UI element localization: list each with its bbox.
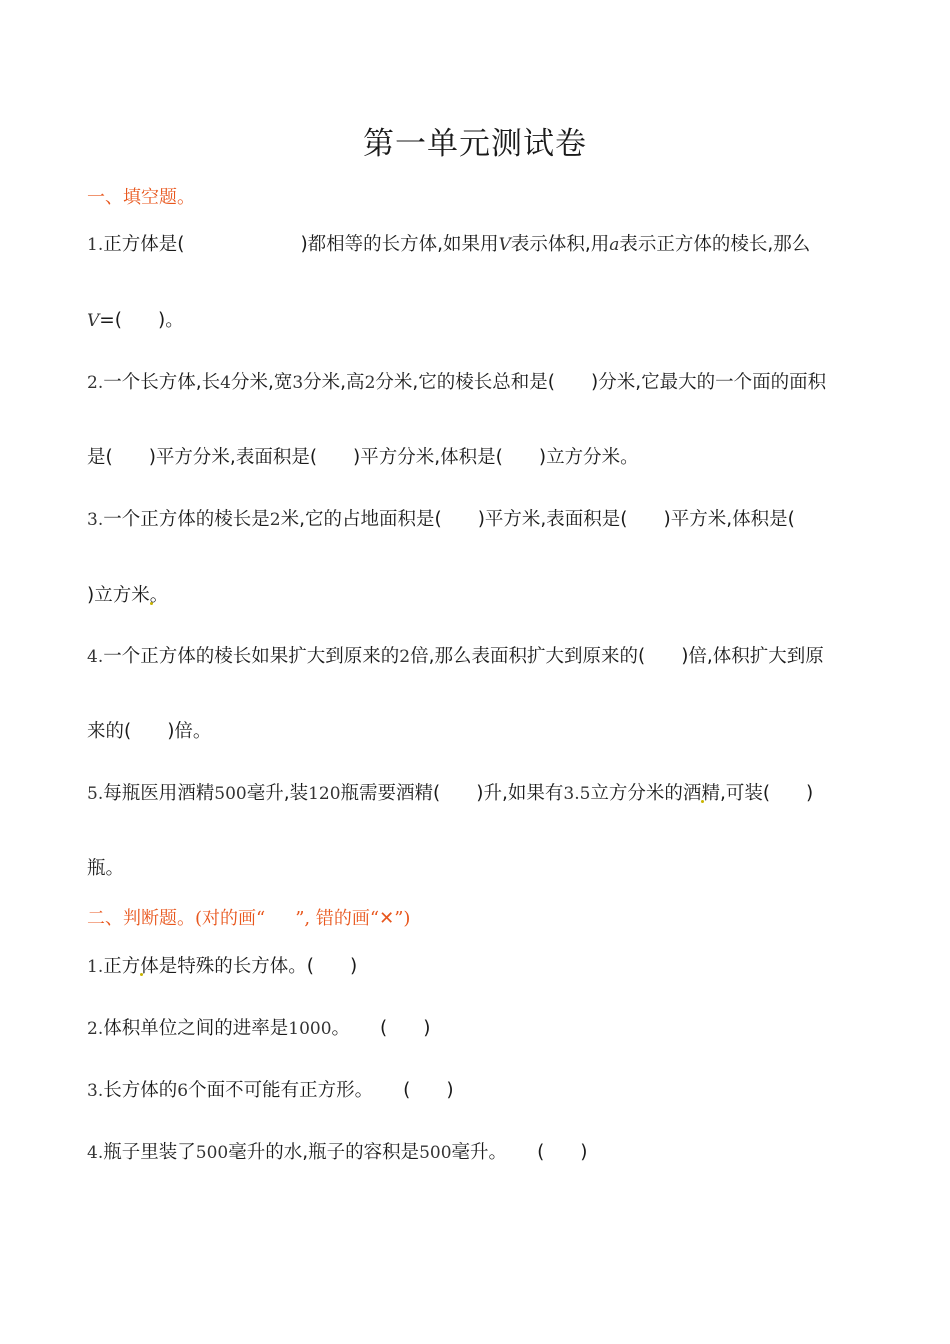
question-text: ) (446, 1080, 454, 1101)
question-text: 瓶需要酒精( (340, 783, 441, 804)
question-text: 倍,那么表面积扩大到原来的( (410, 646, 646, 667)
judge-item-2 (87, 1017, 430, 1041)
section-heading-fill-blank: 一、填空题。 (87, 187, 195, 208)
question-text: 毫升。 (451, 1142, 508, 1163)
question-text: )都相等的长方体,如果用 (300, 234, 499, 255)
number-value: 4 (220, 373, 231, 393)
variable-a: a (609, 235, 620, 255)
question-5-line-2 (87, 857, 124, 881)
question-number: 3. (87, 1081, 104, 1101)
question-text: 毫升,装 (246, 783, 309, 804)
question-text: )倍,体积扩大到原 (681, 646, 824, 667)
question-text: 正方 (103, 956, 141, 977)
question-text: ) (806, 783, 814, 804)
question-number: 1. (87, 957, 104, 977)
number-value: 500 (195, 1143, 229, 1163)
question-text: )平方米,表面积是( (477, 509, 628, 530)
question-text: 分米,宽 (230, 372, 293, 393)
question-number: 3. (87, 510, 104, 530)
question-text: 瓶子里装了 (103, 1142, 196, 1163)
number-value: 3 (292, 373, 304, 393)
section-heading-text: ”, 错的画“ (295, 908, 380, 929)
question-text: ( (537, 1142, 545, 1163)
section-heading-true-false (87, 907, 410, 931)
question-number: 2. (87, 1019, 104, 1039)
question-text: 一个正方体的棱长如果扩大到原来的 (103, 646, 400, 667)
number-value: 1000 (288, 1019, 332, 1039)
question-text: )平方分米,表面积是( (148, 447, 318, 468)
question-text: ( (403, 1080, 411, 1101)
question-text: 米,它的占地面积是( (280, 509, 442, 530)
cross-icon: ✕ (379, 908, 395, 929)
question-2-line-1 (87, 371, 826, 395)
question-5-line-1 (87, 782, 813, 806)
question-text: 每瓶医用酒精 (103, 783, 215, 804)
number-value: 2 (399, 647, 411, 667)
number-value: 500 (419, 1143, 452, 1163)
question-number: 5. (87, 784, 104, 804)
question-text: ) (349, 956, 358, 977)
question-text: 来的( (87, 721, 132, 742)
question-text: 个面不可能有正方形。 (188, 1080, 374, 1101)
question-text: 分米,高 (303, 372, 365, 393)
question-3-line-2 (87, 584, 168, 608)
question-1-line-2 (87, 309, 184, 333)
question-text: 表示正方体的棱长,那么 (619, 234, 811, 255)
question-number: 4. (87, 647, 104, 667)
judge-item-1 (87, 955, 357, 979)
question-text: 立方分米的酒 (590, 783, 702, 804)
question-2-line-2 (87, 446, 639, 470)
question-text: 瓶。 (87, 858, 125, 879)
number-value: 2 (364, 373, 376, 393)
question-text: ( (380, 1018, 388, 1039)
question-text: 正方体是( (103, 234, 185, 255)
question-text: 体积单位之间的进率是 (103, 1018, 289, 1039)
question-number: 1. (87, 235, 104, 255)
judge-item-3 (87, 1079, 454, 1103)
question-text: )平方分米,体积是( (353, 447, 503, 468)
question-text: )倍。 (167, 721, 212, 742)
question-number: 2. (87, 373, 104, 393)
section-heading-text: ”) (394, 908, 411, 929)
question-text: ) (580, 1142, 588, 1163)
number-value: 120 (308, 784, 341, 804)
question-text: 是( (87, 447, 113, 468)
number-value: 6 (177, 1081, 189, 1101)
question-text: 长方体的 (103, 1080, 178, 1101)
question-text: 一个正方体的棱长是 (103, 509, 270, 530)
question-4-line-2 (87, 720, 211, 744)
question-text: 。 (149, 585, 169, 606)
question-text: ) (423, 1018, 431, 1039)
number-value: 500 (214, 784, 247, 804)
question-text: 一个长方体,长 (103, 372, 221, 393)
question-text: )立方米 (87, 585, 150, 606)
question-text: )分米,它最大的一个面的面积 (591, 372, 827, 393)
number-value: 3.5 (563, 784, 591, 804)
question-1-line-1 (87, 233, 810, 257)
question-4-line-1 (87, 645, 824, 669)
question-text: 毫升的水,瓶子的容积是 (228, 1142, 420, 1163)
number-value: 2 (269, 510, 281, 530)
question-text: )立方分米。 (538, 447, 639, 468)
question-number: 4. (87, 1143, 104, 1163)
question-text: 分米,它的棱长总和是( (375, 372, 555, 393)
variable-v: V (498, 235, 511, 255)
question-text: )平方米,体积是( (663, 509, 795, 530)
section-heading-text: 二、判断题。(对的画“ (87, 908, 266, 929)
question-text: )升,如果有 (476, 783, 564, 804)
question-text: 精,可装( (701, 783, 771, 804)
question-text: )。 (158, 310, 184, 331)
question-text: 体是特殊的长方体。( (140, 956, 314, 977)
question-text: 表示体积,用 (510, 234, 610, 255)
page-title: 第一单元测试卷 (363, 126, 587, 162)
question-3-line-1 (87, 508, 795, 532)
variable-v: V (87, 311, 100, 331)
judge-item-4 (87, 1141, 588, 1165)
question-text: =( (99, 310, 122, 331)
question-text: 。 (331, 1018, 351, 1039)
